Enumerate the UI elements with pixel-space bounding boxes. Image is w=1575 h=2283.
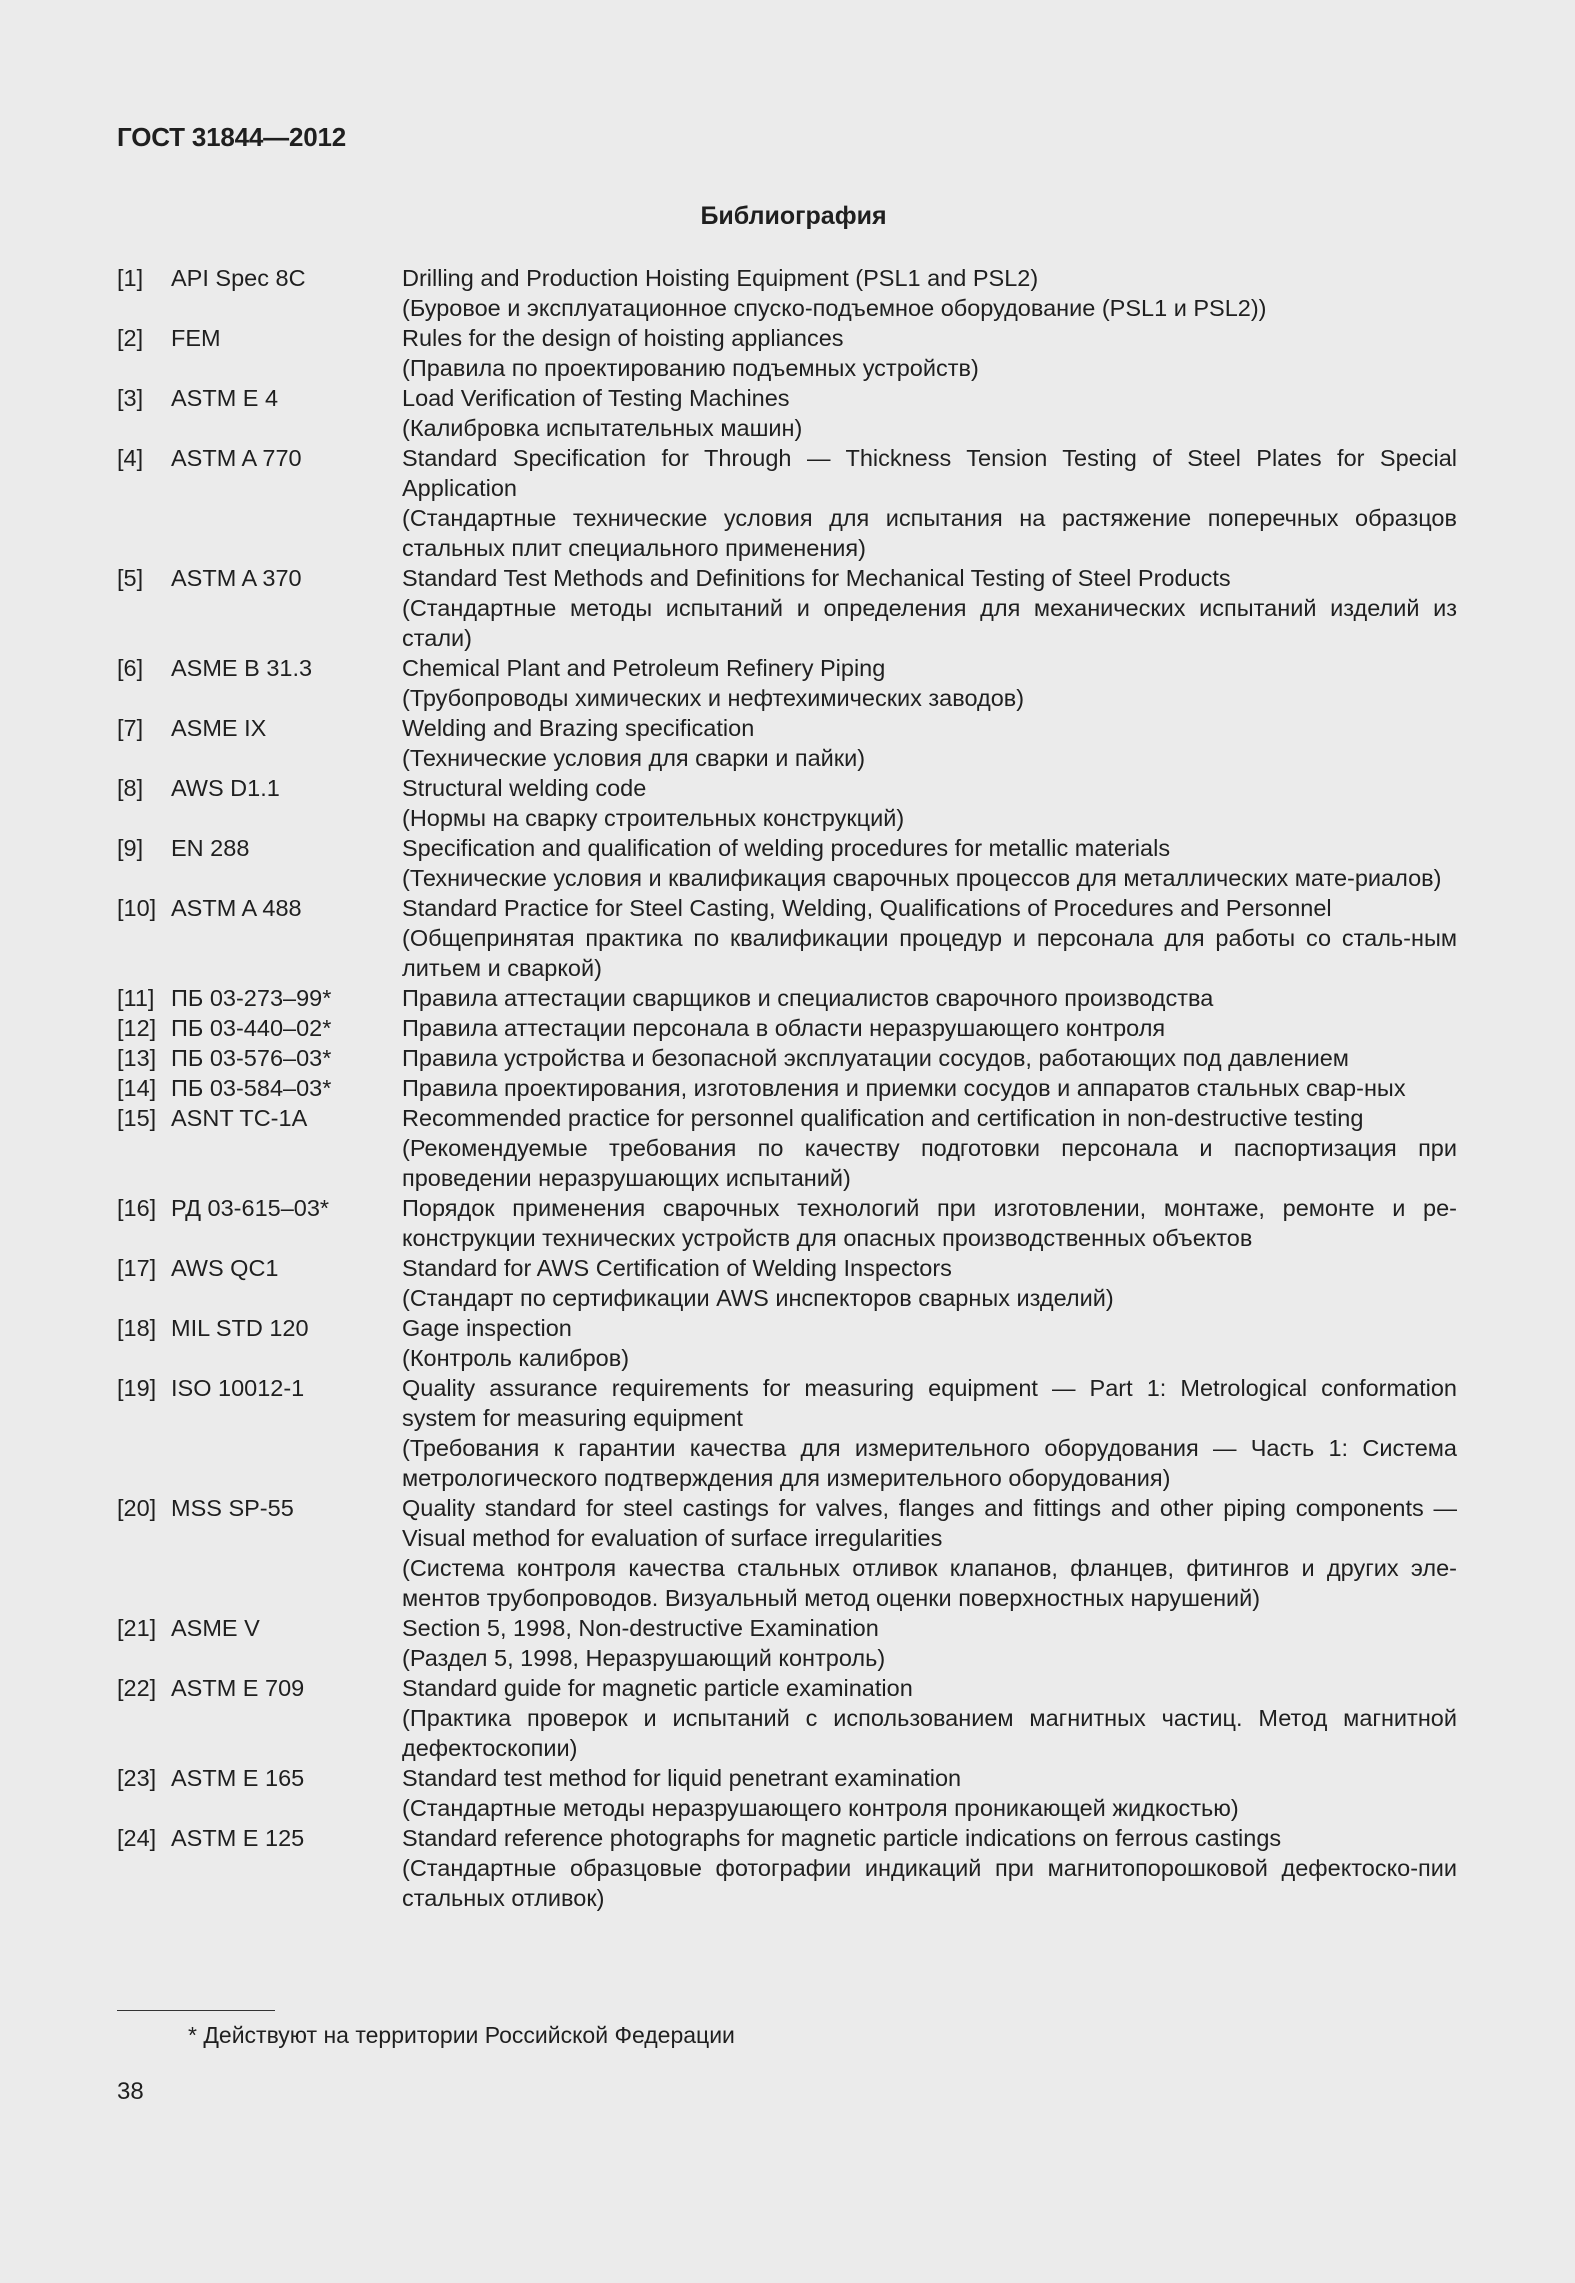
bibliography-entry (117, 563, 1457, 653)
document-header: ГОСТ 31844—2012 (117, 122, 346, 152)
entry-title: Standard Test Methods and Definitions for Mechanical Testing of Steel Products (402, 565, 1231, 591)
bibliography-entry (117, 1313, 1457, 1373)
entry-number: [3] (117, 385, 144, 411)
bibliography-entry (117, 1103, 1457, 1193)
bibliography-title: Библиография (700, 202, 887, 230)
entry-number: [7] (117, 715, 144, 741)
entry-description (402, 263, 1457, 323)
entry-number: [14] (117, 1075, 157, 1101)
entry-description (402, 383, 1457, 443)
entry-description (402, 1313, 1457, 1373)
entry-title: Load Verification of Testing Machines (402, 385, 790, 411)
entry-title: Quality assurance requirements for measuring equipment — Part 1: Metrological conformation system for measuring equipment (402, 1375, 1457, 1431)
entry-number: [17] (117, 1255, 157, 1281)
entry-number: [16] (117, 1195, 157, 1221)
entry-description (402, 1073, 1457, 1103)
entry-title: Specification and qualification of welding procedures for metallic materials (402, 835, 1171, 861)
entry-code: ASNT TC-1A (171, 1105, 308, 1131)
bibliography-entry (117, 773, 1457, 833)
entry-title: Правила устройства и безопасной эксплуатации сосудов, работающих под давлением (402, 1045, 1349, 1071)
bibliography-entry (117, 893, 1457, 983)
entry-number: [6] (117, 655, 144, 681)
entry-translation: (Раздел 5, 1998, Неразрушающий контроль) (402, 1645, 886, 1671)
entry-number: [8] (117, 775, 144, 801)
entry-title: Правила аттестации сварщиков и специалистов сварочного производства (402, 985, 1214, 1011)
entry-title: Правила проектирования, изготовления и приемки сосудов и аппаратов стальных свар-ных (402, 1075, 1406, 1101)
entry-code: ASME IX (171, 715, 267, 741)
entry-title: Standard Practice for Steel Casting, Welding, Qualifications of Procedures and Personnel (402, 895, 1332, 921)
bibliography-entry (117, 1193, 1457, 1253)
entry-title: Recommended practice for personnel qualification and certification in non-destructive testing (402, 1105, 1364, 1131)
entry-number: [24] (117, 1825, 157, 1851)
entry-description (402, 1763, 1457, 1823)
bibliography-entry (117, 653, 1457, 713)
entry-number: [23] (117, 1765, 157, 1791)
entry-translation: (Буровое и эксплуатационное спуско-подъемное оборудование (PSL1 и PSL2)) (402, 295, 1267, 321)
entry-number: [1] (117, 265, 144, 291)
entry-code: ASME V (171, 1615, 260, 1641)
entry-code: РД 03-615–03* (171, 1195, 330, 1221)
entry-code: ПБ 03-584–03* (171, 1075, 332, 1101)
entry-code: ASTM E 4 (171, 385, 279, 411)
entry-translation: (Нормы на сварку строительных конструкций) (402, 805, 905, 831)
entry-number: [20] (117, 1495, 157, 1521)
entry-translation: (Контроль калибров) (402, 1345, 630, 1371)
entry-translation: (Правила по проектированию подъемных устройств) (402, 355, 979, 381)
entry-description (402, 323, 1457, 383)
entry-translation: (Трубопроводы химических и нефтехимических заводов) (402, 685, 1025, 711)
entry-translation: (Система контроля качества стальных отливок клапанов, фланцев, фитингов и других эле-ментов трубопроводов. Визуальный метод оценки поверхностных нарушений) (402, 1555, 1457, 1611)
bibliography-entry (117, 1613, 1457, 1673)
entry-code: AWS D1.1 (171, 775, 280, 801)
entry-title: Quality standard for steel castings for valves, flanges and fittings and other piping components — Visual method for evaluation of surface irregularities (402, 1495, 1457, 1551)
entry-number: [18] (117, 1315, 157, 1341)
entry-title: Drilling and Production Hoisting Equipment (PSL1 and PSL2) (402, 265, 1039, 291)
entry-title: Rules for the design of hoisting appliances (402, 325, 844, 351)
entry-code: API Spec 8C (171, 265, 306, 291)
entry-description (402, 1673, 1457, 1763)
entry-description (402, 1193, 1457, 1253)
entry-description (402, 1013, 1457, 1043)
entry-title: Structural welding code (402, 775, 647, 801)
bibliography-entry (117, 833, 1457, 893)
entry-description (402, 563, 1457, 653)
bibliography-entry (117, 1823, 1457, 1913)
entry-code: MIL STD 120 (171, 1315, 309, 1341)
entry-number: [9] (117, 835, 144, 861)
bibliography-entry (117, 713, 1457, 773)
entry-translation: (Стандартные технические условия для испытания на растяжение поперечных образцов стальных плит специального применения) (402, 505, 1457, 561)
page-number: 38 (117, 2078, 144, 2105)
entry-title: Chemical Plant and Petroleum Refinery Piping (402, 655, 886, 681)
bibliography-entry (117, 1373, 1457, 1493)
entry-code: EN 288 (171, 835, 250, 861)
footnote-rule (117, 2010, 275, 2011)
entry-translation: (Практика проверок и испытаний с использованием магнитных частиц. Метод магнитной дефектоскопии) (402, 1705, 1457, 1761)
entry-description (402, 1253, 1457, 1313)
entry-description (402, 773, 1457, 833)
entry-code: ПБ 03-440–02* (171, 1015, 332, 1041)
entry-translation: (Стандарт по сертификации AWS инспекторов сварных изделий) (402, 1285, 1114, 1311)
entry-code: ASTM E 125 (171, 1825, 305, 1851)
bibliography-entry (117, 1043, 1457, 1073)
entry-translation: (Калибровка испытательных машин) (402, 415, 803, 441)
entry-translation: (Рекомендуемые требования по качеству подготовки персонала и паспортизация при проведении неразрушающих испытаний) (402, 1135, 1457, 1191)
bibliography-list (117, 263, 1457, 1913)
entry-code: ASTM A 370 (171, 565, 302, 591)
entry-translation: (Технические условия для сварки и пайки) (402, 745, 866, 771)
entry-code: FEM (171, 325, 221, 351)
entry-number: [10] (117, 895, 157, 921)
entry-code: ASTM E 165 (171, 1765, 305, 1791)
entry-translation: (Общепринятая практика по квалификации процедур и персонала для работы со сталь-ным литьем и сваркой) (402, 925, 1457, 981)
entry-number: [5] (117, 565, 144, 591)
entry-number: [13] (117, 1045, 157, 1071)
bibliography-entry (117, 1013, 1457, 1043)
entry-title: Standard guide for magnetic particle examination (402, 1675, 913, 1701)
entry-title: Порядок применения сварочных технологий при изготовлении, монтаже, ремонте и ре-конструкции технических устройств для опасных производственных объектов (402, 1195, 1457, 1251)
entry-description (402, 1493, 1457, 1613)
entry-title: Section 5, 1998, Non-destructive Examination (402, 1615, 879, 1641)
entry-description (402, 893, 1457, 983)
entry-code: AWS QC1 (171, 1255, 279, 1281)
entry-description (402, 443, 1457, 563)
entry-number: [15] (117, 1105, 157, 1131)
entry-code: ISO 10012-1 (171, 1375, 305, 1401)
entry-number: [19] (117, 1375, 157, 1401)
bibliography-entry (117, 443, 1457, 563)
bibliography-entry (117, 1253, 1457, 1313)
entry-code: ASTM E 709 (171, 1675, 305, 1701)
entry-code: ASTM A 488 (171, 895, 302, 921)
entry-description (402, 983, 1457, 1013)
entry-description (402, 1823, 1457, 1913)
entry-code: ПБ 03-273–99* (171, 985, 332, 1011)
entry-number: [2] (117, 325, 144, 351)
entry-code: ASME B 31.3 (171, 655, 313, 681)
bibliography-entry (117, 983, 1457, 1013)
bibliography-entry (117, 1763, 1457, 1823)
entry-number: [21] (117, 1615, 157, 1641)
entry-title: Standard for AWS Certification of Welding Inspectors (402, 1255, 952, 1281)
entry-description (402, 1373, 1457, 1493)
entry-code: ПБ 03-576–03* (171, 1045, 332, 1071)
entry-number: [12] (117, 1015, 157, 1041)
entry-translation: (Стандартные методы неразрушающего контроля проникающей жидкостью) (402, 1795, 1239, 1821)
bibliography-entry (117, 383, 1457, 443)
bibliography-entry (117, 323, 1457, 383)
entry-number: [22] (117, 1675, 157, 1701)
entry-description (402, 653, 1457, 713)
entry-code: MSS SP-55 (171, 1495, 294, 1521)
entry-description (402, 1103, 1457, 1193)
bibliography-entry (117, 263, 1457, 323)
bibliography-entry (117, 1073, 1457, 1103)
entry-title: Правила аттестации персонала в области неразрушающего контроля (402, 1015, 1166, 1041)
entry-title: Standard test method for liquid penetrant examination (402, 1765, 962, 1791)
entry-translation: (Технические условия и квалификация сварочных процессов для металлических мате-риалов) (402, 865, 1442, 891)
entry-title: Welding and Brazing specification (402, 715, 755, 741)
entry-description (402, 1613, 1457, 1673)
entry-description (402, 1043, 1457, 1073)
entry-translation: (Требования к гарантии качества для измерительного оборудования — Часть 1: Система метрологического подтверждения для измерительного оборудования) (402, 1435, 1457, 1491)
entry-title: Standard reference photographs for magnetic particle indications on ferrous castings (402, 1825, 1282, 1851)
entry-translation: (Стандартные образцовые фотографии индикаций при магнитопорошковой дефектоско-пии стальных отливок) (402, 1855, 1457, 1911)
entry-number: [11] (117, 985, 155, 1011)
entry-title: Gage inspection (402, 1315, 572, 1341)
entry-translation: (Стандартные методы испытаний и определения для механических испытаний изделий из стали) (402, 595, 1457, 651)
entry-description (402, 713, 1457, 773)
entry-description (402, 833, 1457, 893)
entry-code: ASTM A 770 (171, 445, 302, 471)
entry-number: [4] (117, 445, 144, 471)
bibliography-entry (117, 1493, 1457, 1613)
footnote: * Действуют на территории Российской Федерации (188, 2022, 735, 2048)
entry-title: Standard Specification for Through — Thickness Tension Testing of Steel Plates for Special Application (402, 445, 1457, 501)
bibliography-entry (117, 1673, 1457, 1763)
